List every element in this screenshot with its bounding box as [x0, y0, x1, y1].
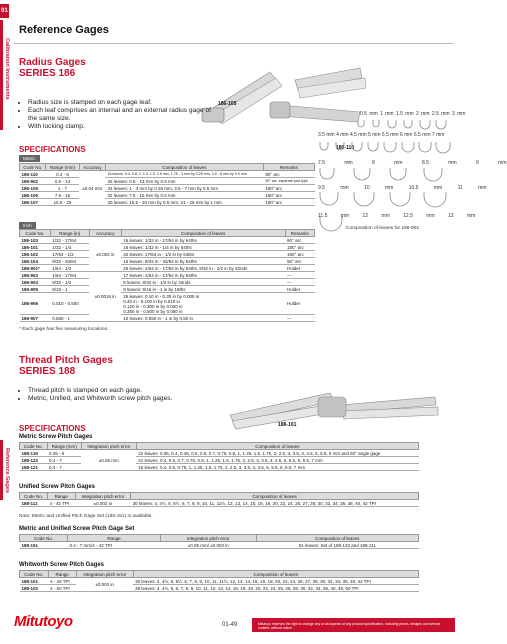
col-header: Accuracy — [79, 164, 105, 171]
table-row — [20, 450, 419, 457]
sidebar — [0, 0, 8, 644]
col-header: Code No. — [20, 571, 49, 578]
whitworth-pitch-table — [19, 570, 419, 592]
col-header: Range — [68, 535, 161, 542]
thread-heading — [19, 355, 113, 377]
cell-accuracy: ±0.04 mm — [79, 171, 105, 206]
thread-bullets — [19, 387, 198, 403]
cell-composition: 8 leaves: 9/32 in - 1/2 in by 32nds — [121, 279, 285, 286]
cell-code: 186-103 — [20, 237, 51, 244]
inch-tag: Inch — [19, 222, 36, 229]
cell-code: 186-903 — [20, 272, 51, 279]
bullet: • With locking clamp. — [28, 123, 218, 131]
cell-range: 9/32 - 33/64 — [50, 258, 89, 265]
leaf-label: 8 mm — [372, 160, 403, 166]
col-header: Composition of leaves — [136, 443, 418, 450]
photo-label-188-101: 188-101 — [278, 422, 297, 428]
cell-composition: 30 leaves: 15.5 - 20 mm by 0.5 mm, 21 - 25 mm by 1 mm — [105, 199, 263, 206]
col-header: Range — [48, 571, 76, 578]
metric-tag: Metric — [19, 155, 40, 162]
photo-label-186-105: 186-105 — [218, 101, 237, 107]
cell-remarks: Holder — [285, 293, 314, 315]
cell-remarks: 90° arc — [285, 237, 314, 244]
col-header: Code No. — [20, 230, 51, 237]
unified-pitch-table — [19, 492, 419, 507]
table-row — [20, 192, 315, 199]
leaf-labels-row2 — [318, 132, 444, 138]
table-row — [20, 315, 315, 322]
cell-range: 15.5 - 25 — [46, 199, 79, 206]
page-title: Reference Gages — [19, 24, 109, 36]
leaf-label: 9 mm — [476, 160, 507, 166]
table-row — [20, 265, 315, 272]
leaf-labels-row4 — [318, 185, 487, 191]
radius-specs-title: SPECIFICATIONS — [19, 145, 86, 154]
leaf-labels-row5 — [318, 213, 475, 219]
leaf-labels-row1 — [360, 111, 465, 117]
cell-range: 1 - 7 — [46, 185, 79, 192]
col-header: Remarks — [285, 230, 314, 237]
col-header: Composition of leaves — [131, 493, 419, 500]
cell-range: 0.4 - 6 — [46, 171, 79, 178]
leaf-labels-row3 — [318, 160, 507, 166]
cell-code: 186-905 — [20, 286, 51, 293]
cell-code: 188-111 — [20, 500, 48, 507]
thread-gage-photo — [210, 375, 450, 445]
cell-remarks: 90° arc — [263, 171, 314, 178]
cell-range: 1/64 - 1/2 — [50, 265, 89, 272]
cell-code: 188-102 — [20, 585, 49, 592]
photo-label-186-110: 186-110 — [336, 145, 355, 151]
cell-composition: 16 leaves: 1/32 in - 1/4 in by 64ths — [121, 244, 285, 251]
cell-code: 186-110 — [20, 171, 46, 178]
table-row — [20, 171, 315, 178]
cell-composition: 22 leaves: 0.35, 0.4, 0.45, 0.5, 0.6, 0.7, 0.75, 0.8, 1, 1.25, 1.5, 1.75, 2, 2.5, 3, 3.5, 4, 4.5, 5, 5.5, 6 mm and 60° angle gage — [136, 450, 418, 457]
cell-code: 186-105 — [20, 185, 46, 192]
cell-code: 186-101 — [20, 244, 51, 251]
col-header: Range — [47, 493, 75, 500]
table-row — [20, 251, 315, 258]
cell-code: 186-106 — [20, 192, 46, 199]
cell-accuracy: ±0.0016 in — [89, 272, 121, 322]
cell-remarks: 90° arc — [285, 258, 314, 265]
cell-code: 188-101 — [20, 578, 49, 585]
radius-footnote: * Each gage has five measuring locations. — [19, 327, 109, 332]
leaf-label: 4 mm — [336, 132, 349, 138]
cell-code: 188-151 — [20, 542, 68, 549]
cell-composition: 8 leaves: 9/16 in - 1 in by 16ths — [121, 286, 285, 293]
leaf-label: 6.5 mm — [413, 132, 431, 138]
radius-heading — [19, 57, 86, 79]
cell-code: 186-904 — [20, 279, 51, 286]
cell-composition: 30 leaves: 4, 4½, 5, 5½, 6, 7, 8, 9, 10, 11, 11½, 12, 13, 14, 15, 16, 18, 20, 22, 24, 26, 27, 28, 30, 32, 34, 36, 38, 40, 42 TPI — [131, 500, 419, 507]
col-header: Composition of leaves — [105, 164, 263, 171]
page-number: 01-49 — [222, 622, 238, 628]
cell-remarks: — — [285, 279, 314, 286]
cell-composition: 18 leaves: 0.4, 0.8, 1, 1.2, 1.5, 1.6 mm, 1.75 - 3 mm by 0.25 mm, 3.5 - 6 mm by 0.5 mm — [105, 171, 263, 178]
cell-pitch-error: ±0.002 in — [75, 500, 131, 507]
cell-range: 4 - 42 TPI — [47, 500, 75, 507]
set-pitch-title: Metric and Unified Screw Pitch Gage Set — [19, 526, 135, 532]
cell-range: 17/64 - 1/2 — [50, 251, 89, 258]
cell-code: 186-902 — [20, 178, 46, 185]
radius-heading-line1: Radius Gages — [19, 57, 86, 68]
title-divider — [14, 43, 454, 44]
radius-gage-fan-2 — [270, 68, 366, 122]
unified-pitch-title: Unified Screw Pitch Gages — [19, 484, 96, 490]
leaf-label: 10.5 mm — [408, 185, 443, 191]
bullet: • Metric, Unified, and Whitworth screw pitch gages. — [28, 395, 198, 403]
table-row — [20, 272, 315, 279]
cell-code: 188-121 — [20, 464, 48, 471]
leaf-label: 3 mm — [451, 111, 466, 117]
leaf-label: 12 mm — [362, 213, 390, 219]
table-row — [20, 185, 315, 192]
cell-remarks: 90° arc, separate part type — [263, 178, 314, 185]
bullet: • Thread pitch is stamped on each gage. — [28, 387, 198, 395]
col-header: Composition of leaves — [133, 571, 418, 578]
radius-bullets — [19, 99, 218, 131]
cell-remarks: Holder — [285, 265, 314, 272]
col-header: Remarks — [263, 164, 314, 171]
unified-note: Note: Metric and Unified Pitch Gage Set (188-151) is available. — [19, 514, 153, 519]
radius-inch-table — [19, 229, 315, 322]
leaf-label: 9.5 mm — [318, 185, 349, 191]
cell-range: 0.010 - 0.500 — [50, 293, 89, 315]
leaf-label: 1 mm — [380, 111, 394, 117]
cell-range: 9/16 - 1 — [50, 286, 89, 293]
leaf-label: 11.5 mm — [318, 213, 350, 219]
section-bar — [0, 20, 3, 130]
cell-range: 7.5 - 15 — [46, 192, 79, 199]
cell-range: 0.4 - 7 — [47, 464, 81, 471]
cell-range: 1/32 - 17/64 — [50, 237, 89, 244]
cell-range: 4 - 60 TPI — [48, 585, 76, 592]
leaf-label: 1.5 mm — [395, 111, 414, 117]
col-header: Integration pitch error — [75, 493, 131, 500]
cell-range: 1/32 - 1/4 — [50, 244, 89, 251]
cell-composition: 16 leaves: 1/32 in - 17/64 in by 64ths — [121, 237, 285, 244]
bullet: • Radius size is stamped on each gage leaf. — [28, 99, 218, 107]
leaf-caption: Composition of leaves for 186-902 — [346, 226, 420, 231]
cell-remarks: 180° arc — [263, 192, 314, 199]
cell-composition: 30 leaves: 4, 4½, 5, 5½, 6, 7, 8, 9, 10, 11, 11½, 12, 13, 14, 15, 16, 18, 20, 22, 24, 26, 27, 28, 30, 32, 34, 36, 40, 42 TPI — [133, 578, 418, 585]
cell-range: 0.4 - 7 — [47, 457, 81, 464]
cell-code: 186-906 — [20, 293, 51, 315]
leaf-label: 6 mm — [399, 132, 413, 138]
cell-code: 188-122 — [20, 457, 48, 464]
cell-composition: 17 leaves: 1/64 in - 17/64 in by 64ths — [121, 272, 285, 279]
cell-composition: 28 leaves: 4, 4½, 5, 6, 7, 8, 9, 10, 11, 12, 13, 14, 16, 18, 19, 20, 22, 24, 25, 26, 28, 30, 32, 34, 36, 40, 48, 60 TPI — [133, 585, 418, 592]
table-row — [20, 500, 419, 507]
set-pitch-table — [19, 534, 419, 549]
table-row — [20, 293, 315, 315]
cell-range: 0.4 - 7 mm/4 - 42 TPI — [68, 542, 161, 549]
cell-code: 186-104 — [20, 258, 51, 265]
col-header: Integration pitch error — [81, 443, 136, 450]
footer-disclaimer: Mitutoyo reserves the right to change any or all aspects of any product specification, including prices, designs and service content, without notice. — [258, 622, 441, 630]
cell-pitch-error: ±0.002 in — [76, 578, 133, 592]
leaf-label: 13 mm — [448, 213, 476, 219]
cell-remarks: 180° arc — [285, 251, 314, 258]
col-header: Composition of leaves — [121, 230, 285, 237]
leaf-label: 0.5 mm — [360, 111, 378, 117]
section-label-bottom: Reference Gages — [4, 448, 10, 493]
table-row — [20, 464, 419, 471]
cell-remarks: — — [285, 315, 314, 322]
table-row — [20, 244, 315, 251]
thread-heading-line2: SERIES 188 — [19, 366, 76, 377]
cell-composition: 18 leaves: 0.4, 0.5, 0.75, 1, 1.25, 1.5, 1.75, 2, 2.5, 3, 3.5, 4, 4.5, 5, 5.5, 6, 6.5, 7 mm — [136, 464, 418, 471]
table-row — [20, 199, 315, 206]
col-header: Accuracy — [89, 230, 121, 237]
thread-heading-line1: Thread Pitch Gages — [19, 355, 113, 366]
cell-range: 1/64 - 17/64 — [50, 272, 89, 279]
bullet: • Each leaf comprises an internal and an external radius gage of the same size. — [28, 107, 218, 123]
table-row — [20, 258, 315, 265]
cell-code: 186-901* — [20, 265, 51, 272]
table-row — [20, 578, 419, 585]
leaf-label: 5 mm — [368, 132, 381, 138]
leaf-label: 4.5 mm — [349, 132, 367, 138]
cell-composition: 10 leaves: 0.550 in - 1 in by 0.50 in — [121, 315, 285, 322]
col-header: Code No. — [20, 164, 46, 171]
leaf-label: 7 mm — [431, 132, 445, 138]
section-bar-bottom — [0, 440, 3, 500]
table-row — [20, 457, 419, 464]
whitworth-pitch-title: Whitworth Screw Pitch Gages — [19, 562, 105, 568]
cell-pitch-error: ±0.05 mm/ ±0.002 in — [160, 542, 256, 549]
leaf-label: 10 mm — [364, 185, 394, 191]
col-header: Code No. — [20, 535, 68, 542]
section-page-code: 01 — [0, 4, 9, 18]
leaf-label: 3.5 mm — [318, 132, 335, 138]
table-row — [20, 237, 315, 244]
leaf-label: 11 mm — [457, 185, 487, 191]
table-row — [20, 286, 315, 293]
cell-range: 0.5 - 13 — [46, 178, 79, 185]
leaf-label: 8.5 mm — [421, 160, 457, 166]
thread-specs-title: SPECIFICATIONS — [19, 424, 86, 433]
cell-composition: 21 leaves: 0.4, 0.5, 0.7, 0.75, 0.8, 1, 1.25, 1.5, 1.75, 2, 2.5, 3, 3.5, 4, 4.5, 5, 5.5, 6, 6.5, 7 mm — [136, 457, 418, 464]
col-header: Composition of leaves — [256, 535, 418, 542]
leaf-label: 2 mm — [416, 111, 430, 117]
cell-accuracy: ±0.002 in — [89, 237, 121, 272]
mitutoyo-logo: Mitutoyo — [14, 613, 73, 630]
cell-code: 186-907 — [20, 315, 51, 322]
cell-remarks: — — [285, 272, 314, 279]
col-header: Range (mm) — [47, 443, 81, 450]
cell-composition: 34 leaves: 1 - 3 mm by 0.25 mm, 3.5 - 7 mm by 0.5 mm — [105, 185, 263, 192]
col-header: Range (mm) — [46, 164, 79, 171]
cell-composition: 51 leaves: Set of 188-122 and 188-111 — [256, 542, 418, 549]
radius-heading-line2: SERIES 186 — [19, 68, 76, 79]
radius-metric-table — [19, 163, 315, 206]
cell-composition: 26 leaves: 0.5 - 13 mm by 0.5 mm — [105, 178, 263, 185]
cell-composition: 25 leaves: 1/64 in - 17/64 in by 64ths, 9/32 in - 1/2 in by 32nds — [121, 265, 285, 272]
cell-pitch-error: ±0.05 mm — [81, 450, 136, 471]
col-header: Range (in) — [50, 230, 89, 237]
table-row — [20, 542, 419, 549]
cell-range: 4 - 42 TPI — [48, 578, 76, 585]
leaf-label: 12.5 mm — [403, 213, 435, 219]
table-row — [20, 178, 315, 185]
cell-range: 9/32 - 1/2 — [50, 279, 89, 286]
cell-composition: 32 leaves: 17/64 in - 1/2 in by 64ths — [121, 251, 285, 258]
cell-code: 186-107 — [20, 199, 46, 206]
cell-range: 0.550 - 1 — [50, 315, 89, 322]
cell-remarks: 180° arc — [263, 185, 314, 192]
cell-remarks: Holder — [285, 286, 314, 293]
col-header: Code No. — [20, 443, 48, 450]
metric-pitch-table — [19, 442, 419, 471]
cell-composition: 16 leaves: 9/32 in - 33/64 in by 64ths — [121, 258, 285, 265]
cell-composition: 32 leaves: 7.5 - 15 mm by 0.5 mm — [105, 192, 263, 199]
cell-composition: 26 leaves: 0.10 in - 0.30 in by 0.005 in 0.40 in - 0.100 in by 0.010 in 0.120 in - 0.300 in by 0.020 in 0.350 in - 0.500 in by 0.050 in — [121, 293, 285, 315]
leaf-label: 7.5 mm — [318, 160, 353, 166]
cell-remarks: 180° arc — [285, 244, 314, 251]
cell-range: 0.35 - 6 — [47, 450, 81, 457]
leaf-label: 2.5 mm — [431, 111, 450, 117]
leaf-label: 5.5 mm — [381, 132, 399, 138]
cell-code: 188-130 — [20, 450, 48, 457]
col-header: Integration pitch error — [160, 535, 256, 542]
table-row — [20, 279, 315, 286]
cell-code: 186-102 — [20, 251, 51, 258]
cell-remarks: 180° arc — [263, 199, 314, 206]
col-header: Code No. — [20, 493, 48, 500]
metric-pitch-title: Metric Screw Pitch Gages — [19, 434, 93, 440]
col-header: Integration pitch error — [76, 571, 133, 578]
section-label-top: Calibration Instruments — [4, 38, 10, 100]
